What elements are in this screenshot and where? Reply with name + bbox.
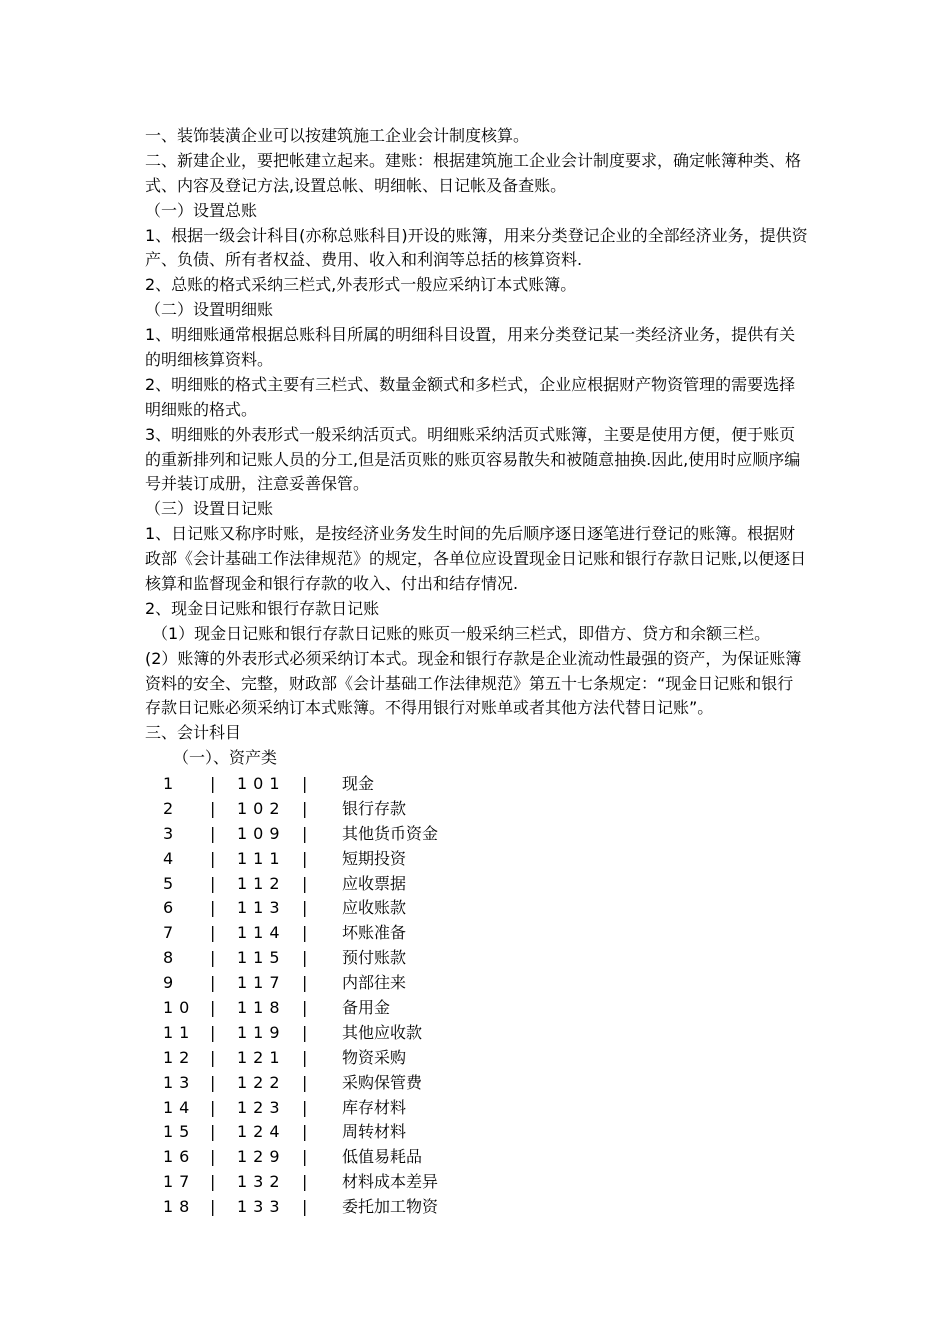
account-number: 6 <box>163 898 180 918</box>
account-code: 118 <box>237 998 286 1018</box>
separator: | <box>210 848 216 868</box>
account-row <box>145 1145 545 1170</box>
text-line: 明细账的格式。 <box>145 399 258 419</box>
separator: | <box>302 1147 308 1167</box>
text-line: 2、明细账的格式主要有三栏式、数量金额式和多栏式，企业应根据财产物资管理的需要选择 <box>145 374 796 394</box>
separator: | <box>302 848 308 868</box>
separator: | <box>210 973 216 993</box>
account-number: 11 <box>163 1022 196 1042</box>
account-row <box>145 847 545 872</box>
separator: | <box>302 1097 308 1117</box>
text-line: 1、日记账又称序时账，是按经济业务发生时间的先后顺序逐日逐笔进行登记的账簿。根据财 <box>145 524 796 544</box>
account-code: 115 <box>237 948 286 968</box>
separator: | <box>302 1047 308 1067</box>
text-line: 3、明细账的外表形式一般采纳活页式。明细账采纳活页式账簿，主要是使用方便，便于账页 <box>145 424 796 444</box>
account-row <box>145 772 545 797</box>
text-line: 核算和监督现金和银行存款的收入、付出和结存情况. <box>145 574 519 594</box>
account-code: 111 <box>237 848 286 868</box>
account-number: 17 <box>163 1172 196 1192</box>
account-number: 4 <box>163 848 180 868</box>
separator: | <box>302 873 308 893</box>
text-line: （1）现金日记账和银行存款日记账的账页一般采纳三栏式，即借方、贷方和余额三栏。 <box>152 623 771 643</box>
separator: | <box>302 923 308 943</box>
account-number: 5 <box>163 873 180 893</box>
separator: | <box>302 1072 308 1092</box>
account-row <box>145 971 545 996</box>
account-code: 101 <box>237 774 286 793</box>
account-name: 周转材料 <box>342 1122 407 1142</box>
separator: | <box>302 1197 308 1217</box>
account-code: 133 <box>237 1197 286 1217</box>
separator: | <box>210 1072 216 1092</box>
section-heading: （一）设置总账 <box>145 200 258 220</box>
separator: | <box>210 998 216 1018</box>
text-line: 式、内容及登记方法,设置总帐、明细帐、日记帐及备查账。 <box>145 175 567 195</box>
account-row <box>145 921 545 946</box>
account-row <box>145 1096 545 1121</box>
account-name: 应收票据 <box>342 873 407 893</box>
text-line: (2）账簿的外表形式必须采纳订本式。现金和银行存款是企业流动性最强的资产，为保证账簿 <box>145 648 802 668</box>
account-code: 124 <box>237 1122 286 1142</box>
section-heading: （二）设置明细账 <box>145 300 274 320</box>
account-name: 备用金 <box>342 998 391 1018</box>
account-code: 109 <box>237 823 286 843</box>
text-line: 产、负债、所有者权益、费用、收入和利润等总括的核算资料. <box>145 250 583 270</box>
account-number: 7 <box>163 923 180 943</box>
account-name: 应收账款 <box>342 898 407 918</box>
account-row <box>145 896 545 921</box>
account-row <box>145 946 545 971</box>
subsection-heading: （一）、资产类 <box>173 748 278 768</box>
account-number: 12 <box>163 1047 196 1067</box>
text-line: 的明细核算资料。 <box>145 350 274 370</box>
separator: | <box>302 823 308 843</box>
text-line: 存款日记账必须采纳订本式账簿。不得用银行对账单或者其他方法代替日记账”。 <box>145 698 714 718</box>
text-line: 2、总账的格式采纳三栏式,外表形式一般应采纳订本式账簿。 <box>145 275 577 295</box>
account-number: 9 <box>163 973 180 993</box>
account-code: 112 <box>237 873 286 893</box>
text-line: 政部《会计基础工作法律规范》的规定，各单位应设置现金日记账和银行存款日记账,以便逐日 <box>145 549 807 569</box>
account-number: 3 <box>163 823 180 843</box>
separator: | <box>302 1172 308 1192</box>
account-code: 113 <box>237 898 286 918</box>
account-number: 8 <box>163 948 180 968</box>
separator: | <box>210 798 216 818</box>
account-code: 114 <box>237 923 286 943</box>
separator: | <box>210 1047 216 1067</box>
account-name: 库存材料 <box>342 1097 407 1117</box>
separator: | <box>210 1197 216 1217</box>
text-line: 的重新排列和记账人员的分工,但是活页账的账页容易散失和被随意抽换.因此,使用时应顺序编 <box>145 449 801 469</box>
account-code: 132 <box>237 1172 286 1192</box>
separator: | <box>210 1122 216 1142</box>
separator: | <box>302 1122 308 1142</box>
account-name: 采购保管费 <box>342 1072 423 1092</box>
account-row <box>145 1170 545 1195</box>
text-line: 1、根据一级会计科目(亦称总账科目)开设的账簿，用来分类登记企业的全部经济业务，提供资 <box>145 225 808 245</box>
document-body <box>145 124 808 771</box>
separator: | <box>210 1022 216 1042</box>
account-name: 材料成本差异 <box>342 1172 439 1192</box>
text-line: 二、新建企业，要把帐建立起来。建账：根据建筑施工企业会计制度要求，确定帐簿种类、格 <box>145 150 802 170</box>
account-code: 102 <box>237 798 286 818</box>
account-row <box>145 1021 545 1046</box>
account-row <box>145 1195 545 1220</box>
account-row <box>145 822 545 847</box>
separator: | <box>210 823 216 843</box>
account-number: 10 <box>163 998 196 1018</box>
section-heading: （三）设置日记账 <box>145 499 274 519</box>
account-name: 短期投资 <box>342 848 407 868</box>
account-number: 16 <box>163 1147 196 1167</box>
section-heading: 三、会计科目 <box>145 723 242 743</box>
account-code: 119 <box>237 1022 286 1042</box>
separator: | <box>210 774 216 793</box>
account-name: 现金 <box>342 774 375 793</box>
separator: | <box>210 1147 216 1167</box>
account-name: 其他应收款 <box>342 1022 423 1042</box>
account-number: 18 <box>163 1197 196 1217</box>
account-number: 1 <box>163 774 180 793</box>
separator: | <box>302 998 308 1018</box>
account-name: 银行存款 <box>342 798 407 818</box>
account-name: 坏账准备 <box>342 923 407 943</box>
account-number: 15 <box>163 1122 196 1142</box>
account-row <box>145 1071 545 1096</box>
account-number: 13 <box>163 1072 196 1092</box>
account-code: 122 <box>237 1072 286 1092</box>
account-row <box>145 797 545 822</box>
separator: | <box>210 1172 216 1192</box>
text-line: 号并装订成册，注意妥善保管。 <box>145 474 370 494</box>
account-number: 14 <box>163 1097 196 1117</box>
account-name: 内部往来 <box>342 973 407 993</box>
account-row <box>145 1046 545 1071</box>
account-row <box>145 1120 545 1145</box>
account-code: 121 <box>237 1047 286 1067</box>
text-line: 2、现金日记账和银行存款日记账 <box>145 598 380 618</box>
account-name: 低值易耗品 <box>342 1147 423 1167</box>
account-row <box>145 872 545 897</box>
separator: | <box>210 873 216 893</box>
account-name: 物资采购 <box>342 1047 407 1067</box>
account-name: 预付账款 <box>342 948 407 968</box>
separator: | <box>302 948 308 968</box>
separator: | <box>302 973 308 993</box>
account-code: 123 <box>237 1097 286 1117</box>
account-name: 委托加工物资 <box>342 1197 439 1217</box>
account-number: 2 <box>163 798 180 818</box>
separator: | <box>302 898 308 918</box>
text-line: 资料的安全、完整，财政部《会计基础工作法律规范》第五十七条规定：“现金日记账和银行 <box>145 673 794 693</box>
text-line: 1、明细账通常根据总账科目所属的明细科目设置，用来分类登记某一类经济业务，提供有关 <box>145 325 796 345</box>
separator: | <box>210 898 216 918</box>
separator: | <box>302 774 308 793</box>
account-list <box>145 772 545 1220</box>
separator: | <box>210 923 216 943</box>
separator: | <box>302 1022 308 1042</box>
separator: | <box>210 948 216 968</box>
text-line: 一、装饰装潢企业可以按建筑施工企业会计制度核算。 <box>145 126 530 145</box>
account-row <box>145 996 545 1021</box>
separator: | <box>210 1097 216 1117</box>
account-code: 117 <box>237 973 286 993</box>
account-name: 其他货币资金 <box>342 823 439 843</box>
account-code: 129 <box>237 1147 286 1167</box>
separator: | <box>302 798 308 818</box>
